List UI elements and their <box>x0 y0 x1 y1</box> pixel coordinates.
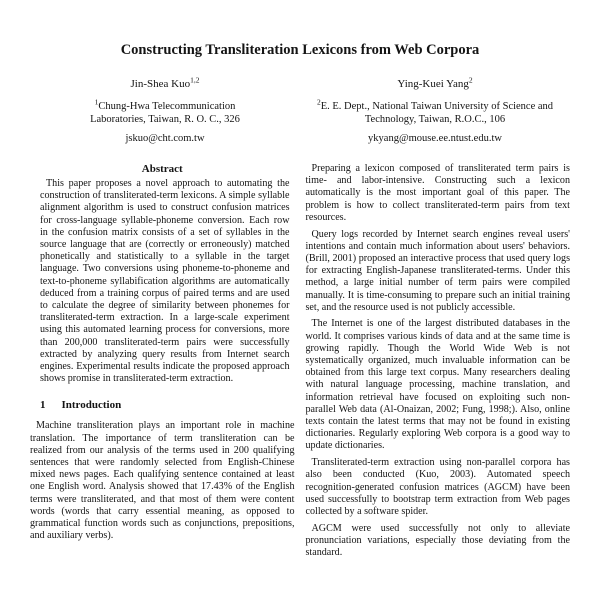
author-name-superscript: 2 <box>468 75 473 85</box>
affiliation-text: Chung-Hwa Telecommunication Laboratories, Taiwan, R. O. C., 326 <box>90 101 240 125</box>
affiliation-superscript: 2 <box>316 97 321 107</box>
introduction-paragraph: Machine transliteration plays an important role in machine translation. The importance of term transliteration can be realized from our analysis of the terms used in 200 qualifying sentences that were randomly selected from English-Chinese mixed news pages. Each qualifying sentence contained at least one English word. Analysis showed that 17.43% of the English terms were transliterated, and that most of them were content words (words that carry essential meaning, as opposed to grammatical function words such as conjunctions, prepositions, and auxiliary verbs). <box>30 420 295 542</box>
paragraph: Query logs recorded by Internet search engines reveal users' intentions and contain much information about users' behaviors. (Brill, 2001) proposed an interactive process that used query logs for extracting English-Japanese transliterated-terms. Under this method, a large initial number of term pairs were compiled manually. It is time-consuming to prepare such an initial training set, and the resource used is not publicly accessible. <box>305 228 570 313</box>
author-name <box>30 77 300 91</box>
author-affiliation <box>300 97 570 126</box>
paragraph: The Internet is one of the largest distributed databases in the world. It comprises various kinds of data and at the same time is growing rapidly. Though the World Wide Web is not systematically organized, much invaluable information can be obtained from this large text corpus. Many researchers dealing with natural language processing, machine translation, and information retrieval have focused on exploiting such non-parallel Web data (Al-Onaizan, 2002; Fung, 1998;). Also, online texts contain the latest terms that may not be found in existing dictionaries. Regularly exploring Web corpora is a good way to update dictionaries. <box>305 318 570 452</box>
abstract-heading: Abstract <box>141 163 183 175</box>
section-number: 1 <box>40 399 46 412</box>
author-block <box>30 77 570 145</box>
affiliation-superscript: 1 <box>94 97 99 107</box>
author-name-text: Ying-Kuei Yang <box>397 78 469 90</box>
abstract-text: This paper proposes a novel approach to automating the construction of transliterated-term lexicons. A simple syllable alignment algorithm is used to construct confusion matrices for cross-language syllable-phoneme conversion. Each row in the confusion matrix consists of a set of syllables in the source language that are (correctly or erroneously) matched phonetically and statistically to a syllable in the target language. Two conversions using phoneme-to-phoneme and text-to-phoneme syllabification algorithms are automatically deduced from a training corpus of paired terms and are used to calculate the degree of similarity between phonemes for transliterated-term extraction. In a large-scale experiment using this automated learning process for conversions, more than 200,000 transliterated-term pairs were successfully extracted by analyzing query results from Internet search engines. Experimental results indicate the proposed approach shows promise in transliterated-term extraction. <box>40 178 290 385</box>
paragraph: Transliterated-term extraction using non-parallel corpora has also been conducted (Kuo, 2003). Automated speech recognition-generated confusion matrices (AGCM) have been used successfully to bootstrap term extraction from Web pages collected by a software spider. <box>305 457 570 517</box>
author-email: ykyang@mouse.ee.ntust.edu.tw <box>368 133 502 144</box>
paragraph: AGCM were used successfully not only to alleviate pronunciation variations, especially those deviating from the standard. <box>305 522 570 559</box>
author-column-left <box>30 77 300 145</box>
section-title: Introduction <box>61 399 122 412</box>
affiliation-text: E. E. Dept., National Taiwan University of Science and Technology, Taiwan, R.O.C., 106 <box>320 101 554 125</box>
author-affiliation <box>70 97 260 126</box>
paragraph: Preparing a lexicon composed of transliterated term pairs is time- and labor-intensive. Constructing such a lexicon automatically is the most important goal of this paper. The problem is how to collect transliterated-term pairs from text resources. <box>305 163 570 223</box>
author-name <box>300 77 570 91</box>
author-email: jskuo@cht.com.tw <box>125 133 205 144</box>
author-name-text: Jin-Shea Kuo <box>130 78 191 90</box>
right-column <box>306 163 571 559</box>
left-column <box>30 163 295 542</box>
author-name-superscript: 1,2 <box>190 75 200 85</box>
section-heading-introduction <box>40 399 295 412</box>
body-columns <box>30 163 570 559</box>
page-title: Constructing Transliteration Lexicons from Web Corpora <box>120 42 480 58</box>
author-column-right <box>300 77 570 145</box>
